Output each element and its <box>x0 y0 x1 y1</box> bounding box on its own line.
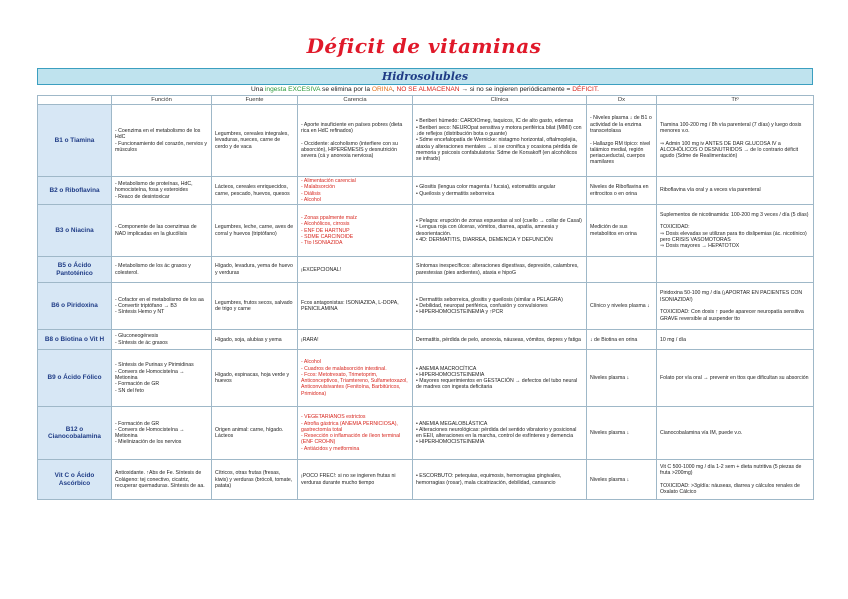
cell-clinica: Síntomas inespecíficos: alteraciones digestivas, depresión, calambres, parestesias (pies ardientes), ataxia e hipoG <box>413 257 587 283</box>
table-row <box>38 205 814 257</box>
cell-clinica: • ESCORBUTO: petequias, equimosis, hemorragias gingivales, hemorragias (rosar), mala cicatrización, debilidad, cansancio <box>413 460 587 500</box>
cell-dx: Niveles plasma ↓ <box>587 407 657 460</box>
cell-dx: Clínico y niveles plasma ↓ <box>587 283 657 330</box>
header-vitamin <box>38 96 112 105</box>
cell-vit: B12 o Cianocobalamina <box>38 407 112 460</box>
cell-vit: B2 o Riboflavina <box>38 177 112 205</box>
table-row <box>38 407 814 460</box>
cell-funcion: - Síntesis de Purinas y Pirimidinas - Convers de Homocisteína → Metionina - Formación de GR - SN del feto <box>112 350 212 407</box>
cell-fuente: Hígado, espinacas, hoja verde y huevos <box>212 350 298 407</box>
cell-fuente: Legumbres, frutos secos, salvado de trigo y carne <box>212 283 298 330</box>
table-row <box>38 105 814 177</box>
cell-fuente: Hígado, levadura, yema de huevo y verduras <box>212 257 298 283</box>
cell-fuente: Lácteos, cereales enriquecidos, carne, pescado, huevos, quesos <box>212 177 298 205</box>
cell-funcion: - Metabolismo de proteínas, HdC, homocisteína, fosa y esteroides - Reaco de desintoxicar <box>112 177 212 205</box>
cell-carencia: Fcos antagonistas: ISONIAZIDA, L-DOPA, PENICILAMINA <box>298 283 413 330</box>
cell-tto: Piridoxina 50-100 mg / día (¡APORTAR EN PACIENTES CON ISONIAZIDA!) TOXICIDAD: Con dosis ↑ puede aparecer neuropatía sensitiva GRAVE reversible al suspender tto <box>657 283 814 330</box>
cell-tto: Tiamina 100-200 mg / 8h vía parenteral (7 días) y luego dosis menores v.o. ⇒ Admin 100 mg iv ANTES DE DAR GLUCOSA IV a ALCOHÓLICOS O DESNUTRIDOS → de lo contrario déficit agudo (Sdme de Realimentación) <box>657 105 814 177</box>
cell-tto <box>657 257 814 283</box>
cell-clinica: • ANEMIA MACROCÍTICA • HIPERHOMOCISTEINEMIA • Mayores requerimientos en GESTACIÓN → defectos del tubo neural de madres con ingesta deficitaria <box>413 350 587 407</box>
cell-dx: Medición de sus metabolitos en orina <box>587 205 657 257</box>
cell-funcion: - Cofactor en el metabolismo de los aa - Convertir triptófano → B3 - Síntesis Hemo y NT <box>112 283 212 330</box>
cell-dx: ↓ de Biotina en orina <box>587 330 657 350</box>
cell-carencia: ¡RARA! <box>298 330 413 350</box>
cell-carencia: - Alcohol - Cuadros de malabsorción intestinal. - Fcos: Metotrexato, Trimetoprim, Anticonceptivos, Triamtereno, Sulfametoxazol, Anticonvulsivantes (Fenitoína, Barbitúricos, Primidona) <box>298 350 413 407</box>
cell-clinica: • Pelagra: erupción de zonas expuestas al sol (cuello → collar de Casal) • Lengua roja con úlceras, vómitos, diarrea, apatía, amnesia y desorientación. • 4D: DERMATITIS, DIARREA, DEMENCIA Y DEFUNCIÓN <box>413 205 587 257</box>
cell-carencia: ¡POCO FREC!: si no se ingieren frutas ni verduras durante mucho tiempo <box>298 460 413 500</box>
cell-fuente: Origen animal: carne, hígado. Lácteos <box>212 407 298 460</box>
cell-fuente: Legumbres, leche, carne, aves de corral y huevos (triptófano) <box>212 205 298 257</box>
table-row <box>38 460 814 500</box>
header-fuente: Fuente <box>212 96 298 105</box>
cell-fuente: Cítricos, otras frutas (fresas, kiwis) y verduras (brócoli, tomate, patata) <box>212 460 298 500</box>
cell-vit: B5 o Ácido Pantoténico <box>38 257 112 283</box>
cell-vit: B3 o Niacina <box>38 205 112 257</box>
table-row <box>38 257 814 283</box>
header-carencia: Carencia <box>298 96 413 105</box>
intro-note: Una ingesta EXCESIVA se elimina por la ORINA, NO SE ALMACENAN → si no se ingieren periódicamente = DÉFICIT. <box>251 86 599 93</box>
cell-clinica: • ANEMIA MEGALOBLÁSTICA • Alteraciones neurológicas: pérdida del sentido vibratorio y posicional en EEII, alteraciones en la marcha, control de esfínteres y demencia • HIPERHOMOCISTEINEMIA <box>413 407 587 460</box>
cell-funcion: Antioxidante. ↑Abs de Fe. Síntesis de Colágeno: tej conectivo, cicatriz, recuperar quemaduras. Síntesis de aa. <box>112 460 212 500</box>
cell-tto: Cianocobalamina vía IM, puede v.o. <box>657 407 814 460</box>
header-tto: Ttº <box>657 96 814 105</box>
cell-funcion: - Metabolismo de los ác grasos y colesterol. <box>112 257 212 283</box>
cell-tto: Folato por vía oral → prevenir en ttos que dificultan su absorción <box>657 350 814 407</box>
cell-clinica: • Glositis (lengua color magenta / fucsia), estomatitis angular • Queilosis y dermatitis seborreica <box>413 177 587 205</box>
cell-dx: Niveles plasma ↓ <box>587 350 657 407</box>
cell-funcion: - Componente de las coenzimas de NAD implicadas en la glucólisis <box>112 205 212 257</box>
header-dx: Dx <box>587 96 657 105</box>
cell-funcion: - Coenzima en el metabolismo de los HdC - Funcionamiento del corazón, nervios y músculos <box>112 105 212 177</box>
cell-vit: B9 o Ácido Fólico <box>38 350 112 407</box>
cell-clinica: • Beriberi húmedo: CARDIOmeg, taquicos, IC de alto gasto, edemas • Beriberi seco: NEUROpat sensitiva y motora periférica bilat (MMII) con ↓de reflejos (distribución bota o guante) • Sdme encefalopatía de Wernicke: nistagmo horizontal, oftalmoplejia, ataxia y alteraciones mentales → si se cronifica y ocasiona pérdida de memoria y psicosis confabulatoria: Sdme de Korsakoff (en alcohólicos se infradx) <box>413 105 587 177</box>
cell-tto: Suplementos de nicotinamida: 100-200 mg 3 veces / día (5 días) TOXICIDAD: ⇒ Dosis elevadas se utilizan para tto dislipemias (ác. nicotínico) pero CRISIS VASOMOTORAS ⇒ Dosis mayores → HEPATOTOX <box>657 205 814 257</box>
cell-dx: - Niveles plasma ↓ de B1 o actividad de la enzima transcetolasa - Hallazgo RM típico: nivel talámico medial, región periacueductal, cuerpos mamilares <box>587 105 657 177</box>
table-row <box>38 350 814 407</box>
cell-clinica: Dermatitis, pérdida de pelo, anorexia, náuseas, vómitos, depres y fatiga <box>413 330 587 350</box>
cell-carencia: ¡EXCEPCIONAL! <box>298 257 413 283</box>
header-clinica: Clínica <box>413 96 587 105</box>
page-title: Déficit de vitaminas <box>306 34 542 58</box>
vitamins-table <box>37 95 814 500</box>
cell-funcion: - Formación de GR - Convers de Homocisteína → Metionina - Mielinización de los nervios <box>112 407 212 460</box>
cell-vit: B6 o Piridoxina <box>38 283 112 330</box>
cell-fuente: Legumbres, cereales integrales, levaduras, nueces, carne de cerdo y de vaca <box>212 105 298 177</box>
header-funcion: Función <box>112 96 212 105</box>
cell-carencia: - Aporte insuficiente en países pobres (dieta rica en HdC refinados) - Occidente: alcoholismo (interfiere con su absorción), HIPERÉMESIS y desnutrición severa (cá y anorexia nerviosa) <box>298 105 413 177</box>
cell-tto: 10 mg / día <box>657 330 814 350</box>
cell-funcion: - Gluconeogénesis - Síntesis de ác grasos <box>112 330 212 350</box>
table-row <box>38 283 814 330</box>
table-row <box>38 330 814 350</box>
cell-carencia: - VEGETARIANOS estrictos - Atrofia gástrica (ANEMIA PERNICIOSA), gastrectomía total - Resección o inflamación de íleon terminal (ENF CROHN) - Antiácidos y metformina <box>298 407 413 460</box>
cell-dx <box>587 257 657 283</box>
cell-dx: Niveles plasma ↓ <box>587 460 657 500</box>
cell-vit: B8 o Biotina o Vit H <box>38 330 112 350</box>
cell-carencia: - Alimentación carencial - Malabsorción - Diálisis - Alcohol <box>298 177 413 205</box>
cell-fuente: Hígado, soja, alubias y yema <box>212 330 298 350</box>
cell-carencia: - Zonas ppalmente maíz - Alcohólicos, cirrosis - ENF DE HARTNUP - SDME CARCINOIDE - Tto ISONIAZIDA <box>298 205 413 257</box>
cell-tto: Vit C 500-1000 mg / día 1-2 sem + dieta nutritiva (5 piezas de fruta >200mg) TOXICIDAD: >3g/día: náuseas, diarrea y cálculos renales de Oxalato Cálcico <box>657 460 814 500</box>
cell-tto: Riboflavina vía oral y a veces vía parenteral <box>657 177 814 205</box>
table-row <box>38 177 814 205</box>
cell-vit: Vit C o Ácido Ascórbico <box>38 460 112 500</box>
cell-dx: Niveles de Riboflavina en eritrocitos o en orina <box>587 177 657 205</box>
section-banner: Hidrosolubles <box>37 68 813 85</box>
cell-vit: B1 o Tiamina <box>38 105 112 177</box>
cell-clinica: • Dermatitis seborreica, glositis y queilosis (similar a PELAGRA) • Debilidad, neuropat periférica, confusión y convulsiones • HIPERHOMOCISTEINEMIA y ↑PCR <box>413 283 587 330</box>
table-header-row <box>38 96 814 105</box>
